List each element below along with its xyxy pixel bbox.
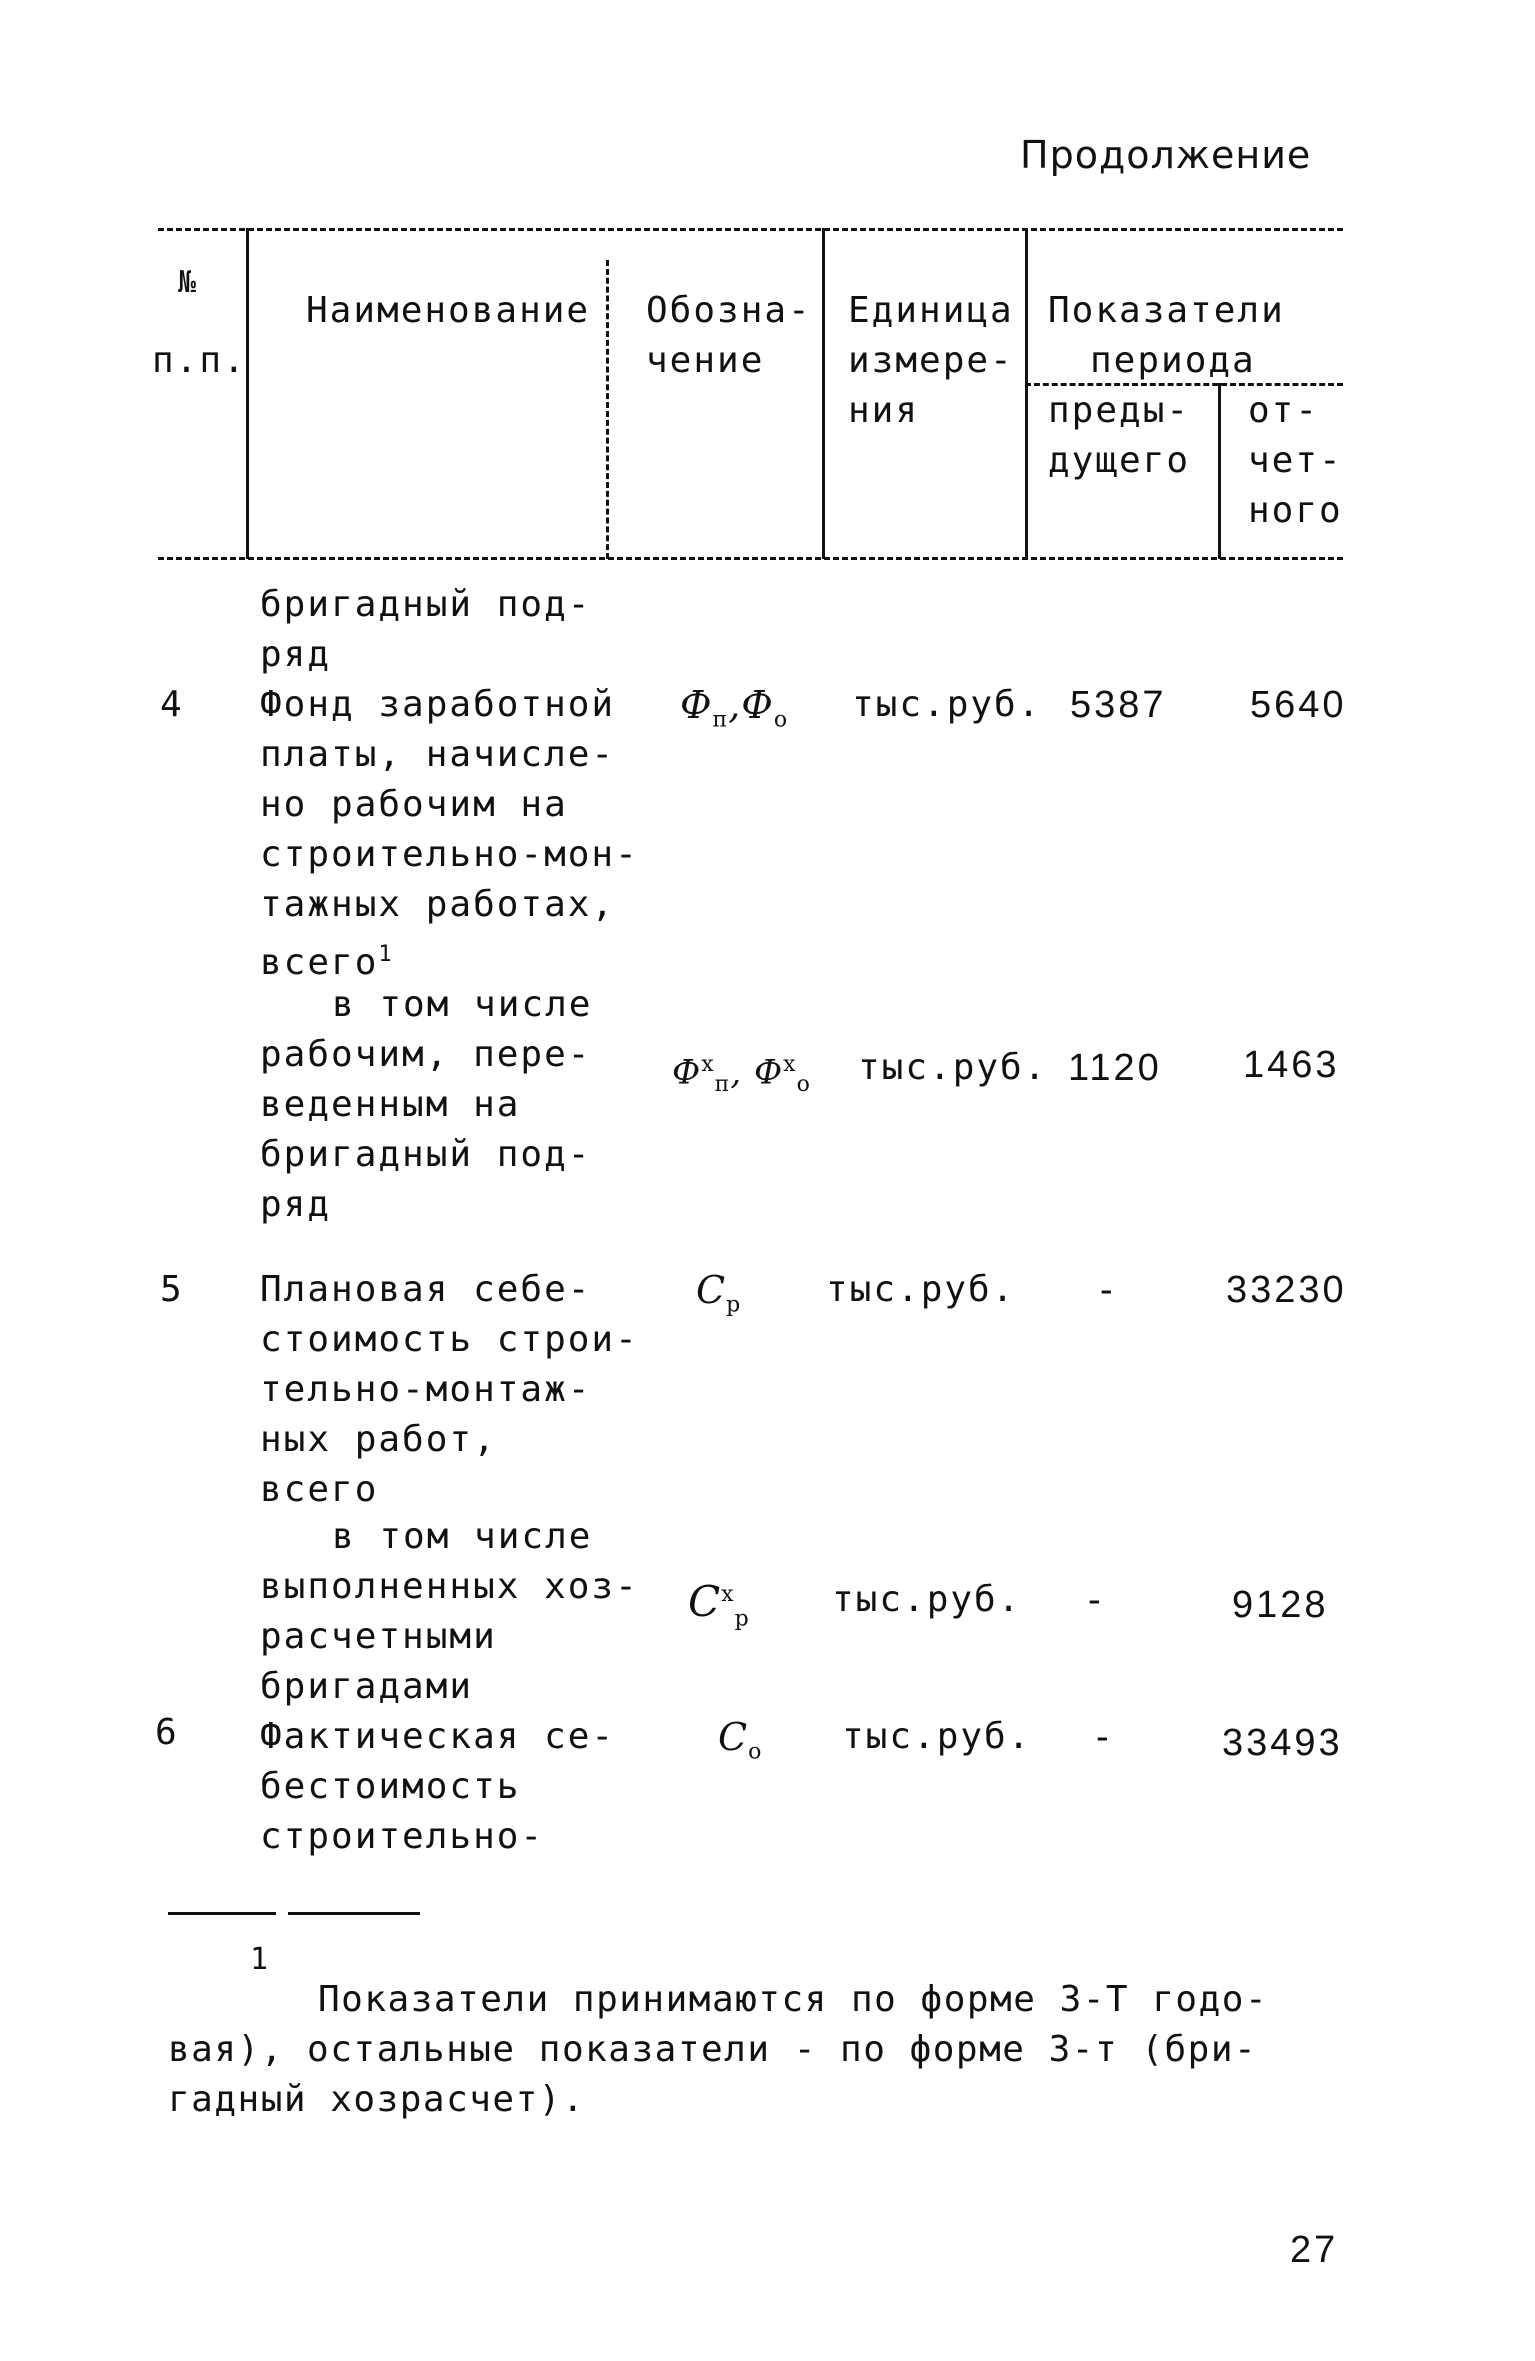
row-name-line: стоимость строи- bbox=[260, 1319, 639, 1360]
row-number: 5 bbox=[160, 1269, 184, 1310]
header-prev-line2: дущего bbox=[1048, 440, 1191, 481]
row-name-line: бестоимость bbox=[260, 1766, 521, 1807]
footnote-mark: 1 bbox=[250, 1942, 271, 1977]
row-unit: тыс.руб. bbox=[858, 1047, 1048, 1088]
row-name bbox=[260, 980, 592, 1230]
row-reporting: 1463 bbox=[1243, 1044, 1340, 1086]
header-no-line2: п.п. bbox=[152, 340, 247, 381]
carryover-line: ряд bbox=[260, 634, 332, 675]
header-unit-line2: измере- bbox=[848, 340, 1014, 381]
carryover-name bbox=[260, 580, 591, 680]
row-name-line: ных работ, bbox=[260, 1419, 497, 1460]
row-reporting: 9128 bbox=[1232, 1584, 1329, 1626]
row-name-line: Фактическая се- bbox=[260, 1716, 616, 1757]
col-divider-5 bbox=[1218, 383, 1221, 559]
row-unit: тыс.руб. bbox=[852, 684, 1042, 725]
row-symbol: $С^х_р$ bbox=[688, 1577, 750, 1632]
row-name-line: платы, начисле- bbox=[260, 734, 616, 775]
row-previous: - bbox=[1100, 1269, 1116, 1311]
row-reporting: 33230 bbox=[1226, 1269, 1347, 1311]
row-previous: - bbox=[1088, 1579, 1104, 1621]
footnote-separator-left bbox=[168, 1912, 276, 1915]
header-rep-line1: от- bbox=[1248, 390, 1320, 431]
header-rep-line3: ного bbox=[1248, 490, 1343, 531]
row-previous: 1120 bbox=[1068, 1047, 1162, 1089]
footnote-line-2: вая), остальные показатели - по форме 3-т (бри- bbox=[168, 2029, 1258, 2070]
row-name-line: но рабочим на bbox=[260, 784, 568, 825]
row-symbol: $С_р$ bbox=[696, 1268, 742, 1318]
page-number: 27 bbox=[1290, 2229, 1339, 2271]
header-indicators-line1: Показатели bbox=[1048, 290, 1285, 331]
row-reporting: 5640 bbox=[1250, 684, 1347, 726]
row-name-line: веденным на bbox=[260, 1084, 521, 1125]
continuation-label: Продолжение bbox=[1020, 133, 1312, 177]
row-name-line: в том числе bbox=[332, 1516, 593, 1557]
header-bottom-rule bbox=[158, 557, 1343, 560]
row-name-line: Плановая себе- bbox=[260, 1269, 592, 1310]
row-name-text: всего bbox=[260, 942, 379, 983]
row-name-line: бригадный под- bbox=[260, 1134, 592, 1175]
row-name-line: бригадами bbox=[260, 1666, 474, 1707]
row-name bbox=[260, 1712, 615, 1862]
row-name-line: расчетными bbox=[260, 1616, 497, 1657]
row-unit: тыс.руб. bbox=[832, 1579, 1022, 1620]
row-reporting: 33493 bbox=[1222, 1722, 1343, 1764]
row-previous: 5387 bbox=[1070, 684, 1167, 726]
header-prev-line1: преды- bbox=[1048, 390, 1191, 431]
row-name-line: выполненных хоз- bbox=[260, 1566, 639, 1607]
row-symbol: $Ф_п,Ф_о$ bbox=[680, 683, 789, 733]
col-divider-2 bbox=[606, 260, 609, 559]
row-name-line: в том числе bbox=[332, 984, 593, 1025]
row-name-line: тельно-монтаж- bbox=[260, 1369, 592, 1410]
col-divider-1 bbox=[246, 228, 249, 559]
row-name-line: рабочим, пере- bbox=[260, 1034, 592, 1075]
carryover-line: бригадный под- bbox=[260, 584, 592, 625]
row-name-line: Фонд заработной bbox=[260, 684, 616, 725]
row-number: 6 bbox=[155, 1712, 179, 1753]
row-name-line: всего bbox=[260, 1469, 379, 1510]
row-name-line: ряд bbox=[260, 1184, 332, 1225]
header-designation-line1: Обозна- bbox=[646, 290, 812, 331]
row-number: 4 bbox=[160, 684, 184, 725]
row-name-line: строительно-мон- bbox=[260, 834, 639, 875]
col-divider-3 bbox=[822, 228, 825, 559]
row-name bbox=[260, 1265, 639, 1515]
header-rep-line2: чет- bbox=[1248, 440, 1343, 481]
row-name bbox=[260, 680, 639, 988]
row-previous: - bbox=[1096, 1716, 1112, 1758]
col-divider-4 bbox=[1025, 228, 1028, 559]
header-name: Наименование bbox=[306, 290, 591, 331]
row-symbol: $С_о$ bbox=[718, 1715, 763, 1765]
row-symbol: $Ф^х_п$, $Ф^х_о$ bbox=[672, 1052, 811, 1098]
footnote-line-3: гадный хозрасчет). bbox=[168, 2079, 586, 2120]
footnote-separator-right bbox=[288, 1912, 420, 1915]
header-unit-line3: ния bbox=[848, 390, 920, 431]
row-name-line: строительно- bbox=[260, 1816, 545, 1857]
row-name bbox=[260, 1512, 639, 1712]
row-name-line: тажных работах, bbox=[260, 884, 616, 925]
header-indicators-line2: периода bbox=[1090, 340, 1256, 381]
footnote-line-1: Показатели принимаются по форме 3-Т годо- bbox=[318, 1979, 1269, 2020]
header-unit-line1: Единица bbox=[848, 290, 1014, 331]
header-no-line1: № bbox=[178, 265, 199, 300]
header-top-rule bbox=[158, 228, 1343, 231]
footnote-reference: 1 bbox=[378, 942, 394, 967]
header-designation-line2: чение bbox=[646, 340, 765, 381]
row-unit: тыс.руб. bbox=[842, 1716, 1032, 1757]
row-unit: тыс.руб. bbox=[826, 1269, 1016, 1310]
